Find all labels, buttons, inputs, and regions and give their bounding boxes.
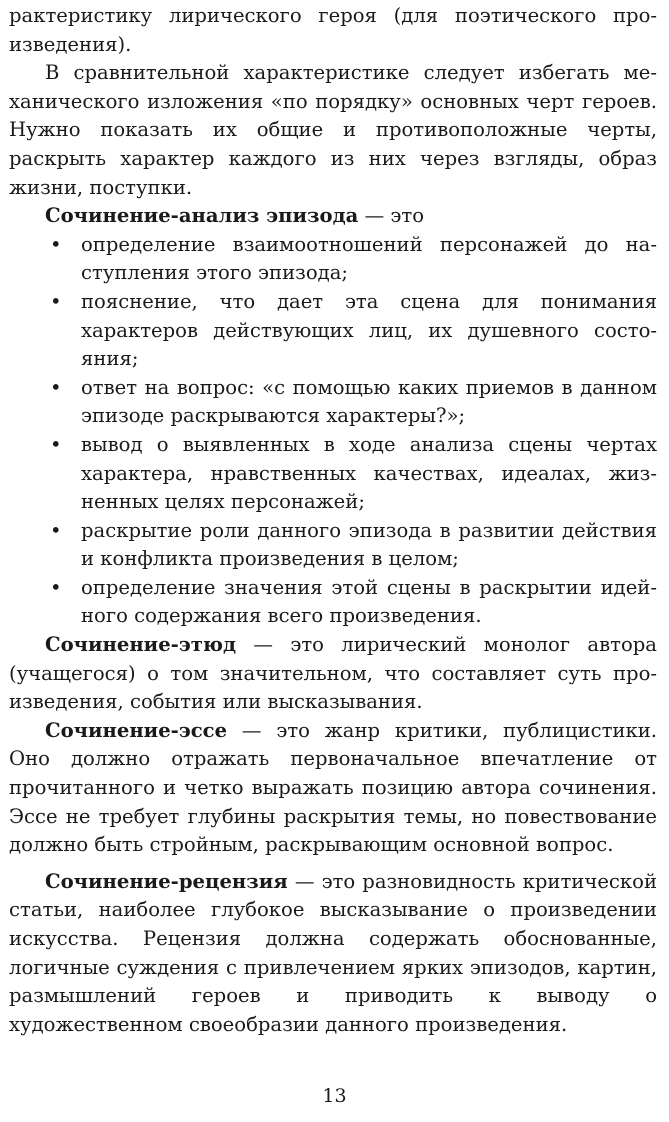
bullet-icon: •	[50, 375, 62, 399]
list-item-text: раскрытие роли данного эпизода в развитии действия и конфликта произведения в целом;	[81, 518, 657, 571]
paragraph-comparative-characteristic: В сравнительной характеристике следует избегать механического изложения «по порядку» основных черт героев. Нужно показать их общие и противоположные черты, раскрыть характер каждого из них через взгляды, образ жизни, поступки.	[9, 61, 657, 199]
list-item-text: ответ на вопрос: «с помощью каких приемов в данном эпизоде раскрываются характеры?»;	[81, 375, 657, 428]
paragraph-review	[9, 868, 657, 1040]
bullet-icon: •	[50, 575, 62, 599]
paragraph-intro-continuation: рактеристику лирического героя (для поэтического произведения).	[9, 4, 657, 56]
list-item-text: определение значения этой сцены в раскрытии идейного содержания всего произведения.	[81, 575, 657, 628]
list-item	[9, 574, 657, 631]
list-item-text: пояснение, что дает эта сцена для понимания характеров действующих лиц, их душевного состояния;	[81, 289, 657, 371]
bullet-icon: •	[50, 518, 62, 542]
list-item	[9, 431, 657, 517]
term-essay-rest: — это жанр критики, публицистики. Оно должно отражать первоначальное впечатление от прочитанного и четко выражать позицию автора сочинения. Эссе не требует глубины раскрытия темы, но повествование должно быть стройным, раскрывающим основной вопрос.	[9, 718, 657, 857]
list-item-text: вывод о выявленных в ходе анализа сцены чертах характера, нравственных качествах, идеалах, жизненных целях персонажей;	[81, 432, 657, 514]
paragraph-episode-analysis-heading	[9, 202, 657, 231]
term-etude: Сочинение-этюд	[45, 633, 237, 657]
bullet-icon: •	[50, 232, 62, 256]
page-number: 13	[322, 1085, 347, 1107]
paragraph-etude	[9, 631, 657, 717]
list-item-text: определение взаимоотношений персонажей до наступления этого эпизода;	[81, 232, 657, 285]
bullet-icon: •	[50, 432, 62, 456]
term-essay: Сочинение-эссе	[45, 718, 228, 742]
term-review: Сочинение-рецензия	[45, 869, 288, 893]
paragraph-essay	[9, 717, 657, 860]
list-item	[9, 231, 657, 288]
bullet-icon: •	[50, 289, 62, 313]
term-review-rest: — это разновидность критической статьи, наиболее глубокое высказывание о произведении искусства. Рецензия должна содержать обоснованные, логичные суждения с привлечением ярких эпизодов, картин, размышлений героев и приводить к выводу о художественном своеобразии данного произведения.	[9, 869, 657, 1036]
list-item	[9, 288, 657, 374]
term-episode-analysis: Сочинение-анализ эпизода	[45, 204, 359, 228]
list-item	[9, 517, 657, 574]
episode-analysis-list	[9, 231, 657, 631]
term-etude-rest: — это лирический монолог автора (учащегося) о том значительном, что составляет суть произведения, события или высказывания.	[9, 633, 657, 714]
term-episode-analysis-rest: — это	[358, 204, 425, 228]
list-item	[9, 374, 657, 431]
page-body	[9, 2, 657, 1039]
